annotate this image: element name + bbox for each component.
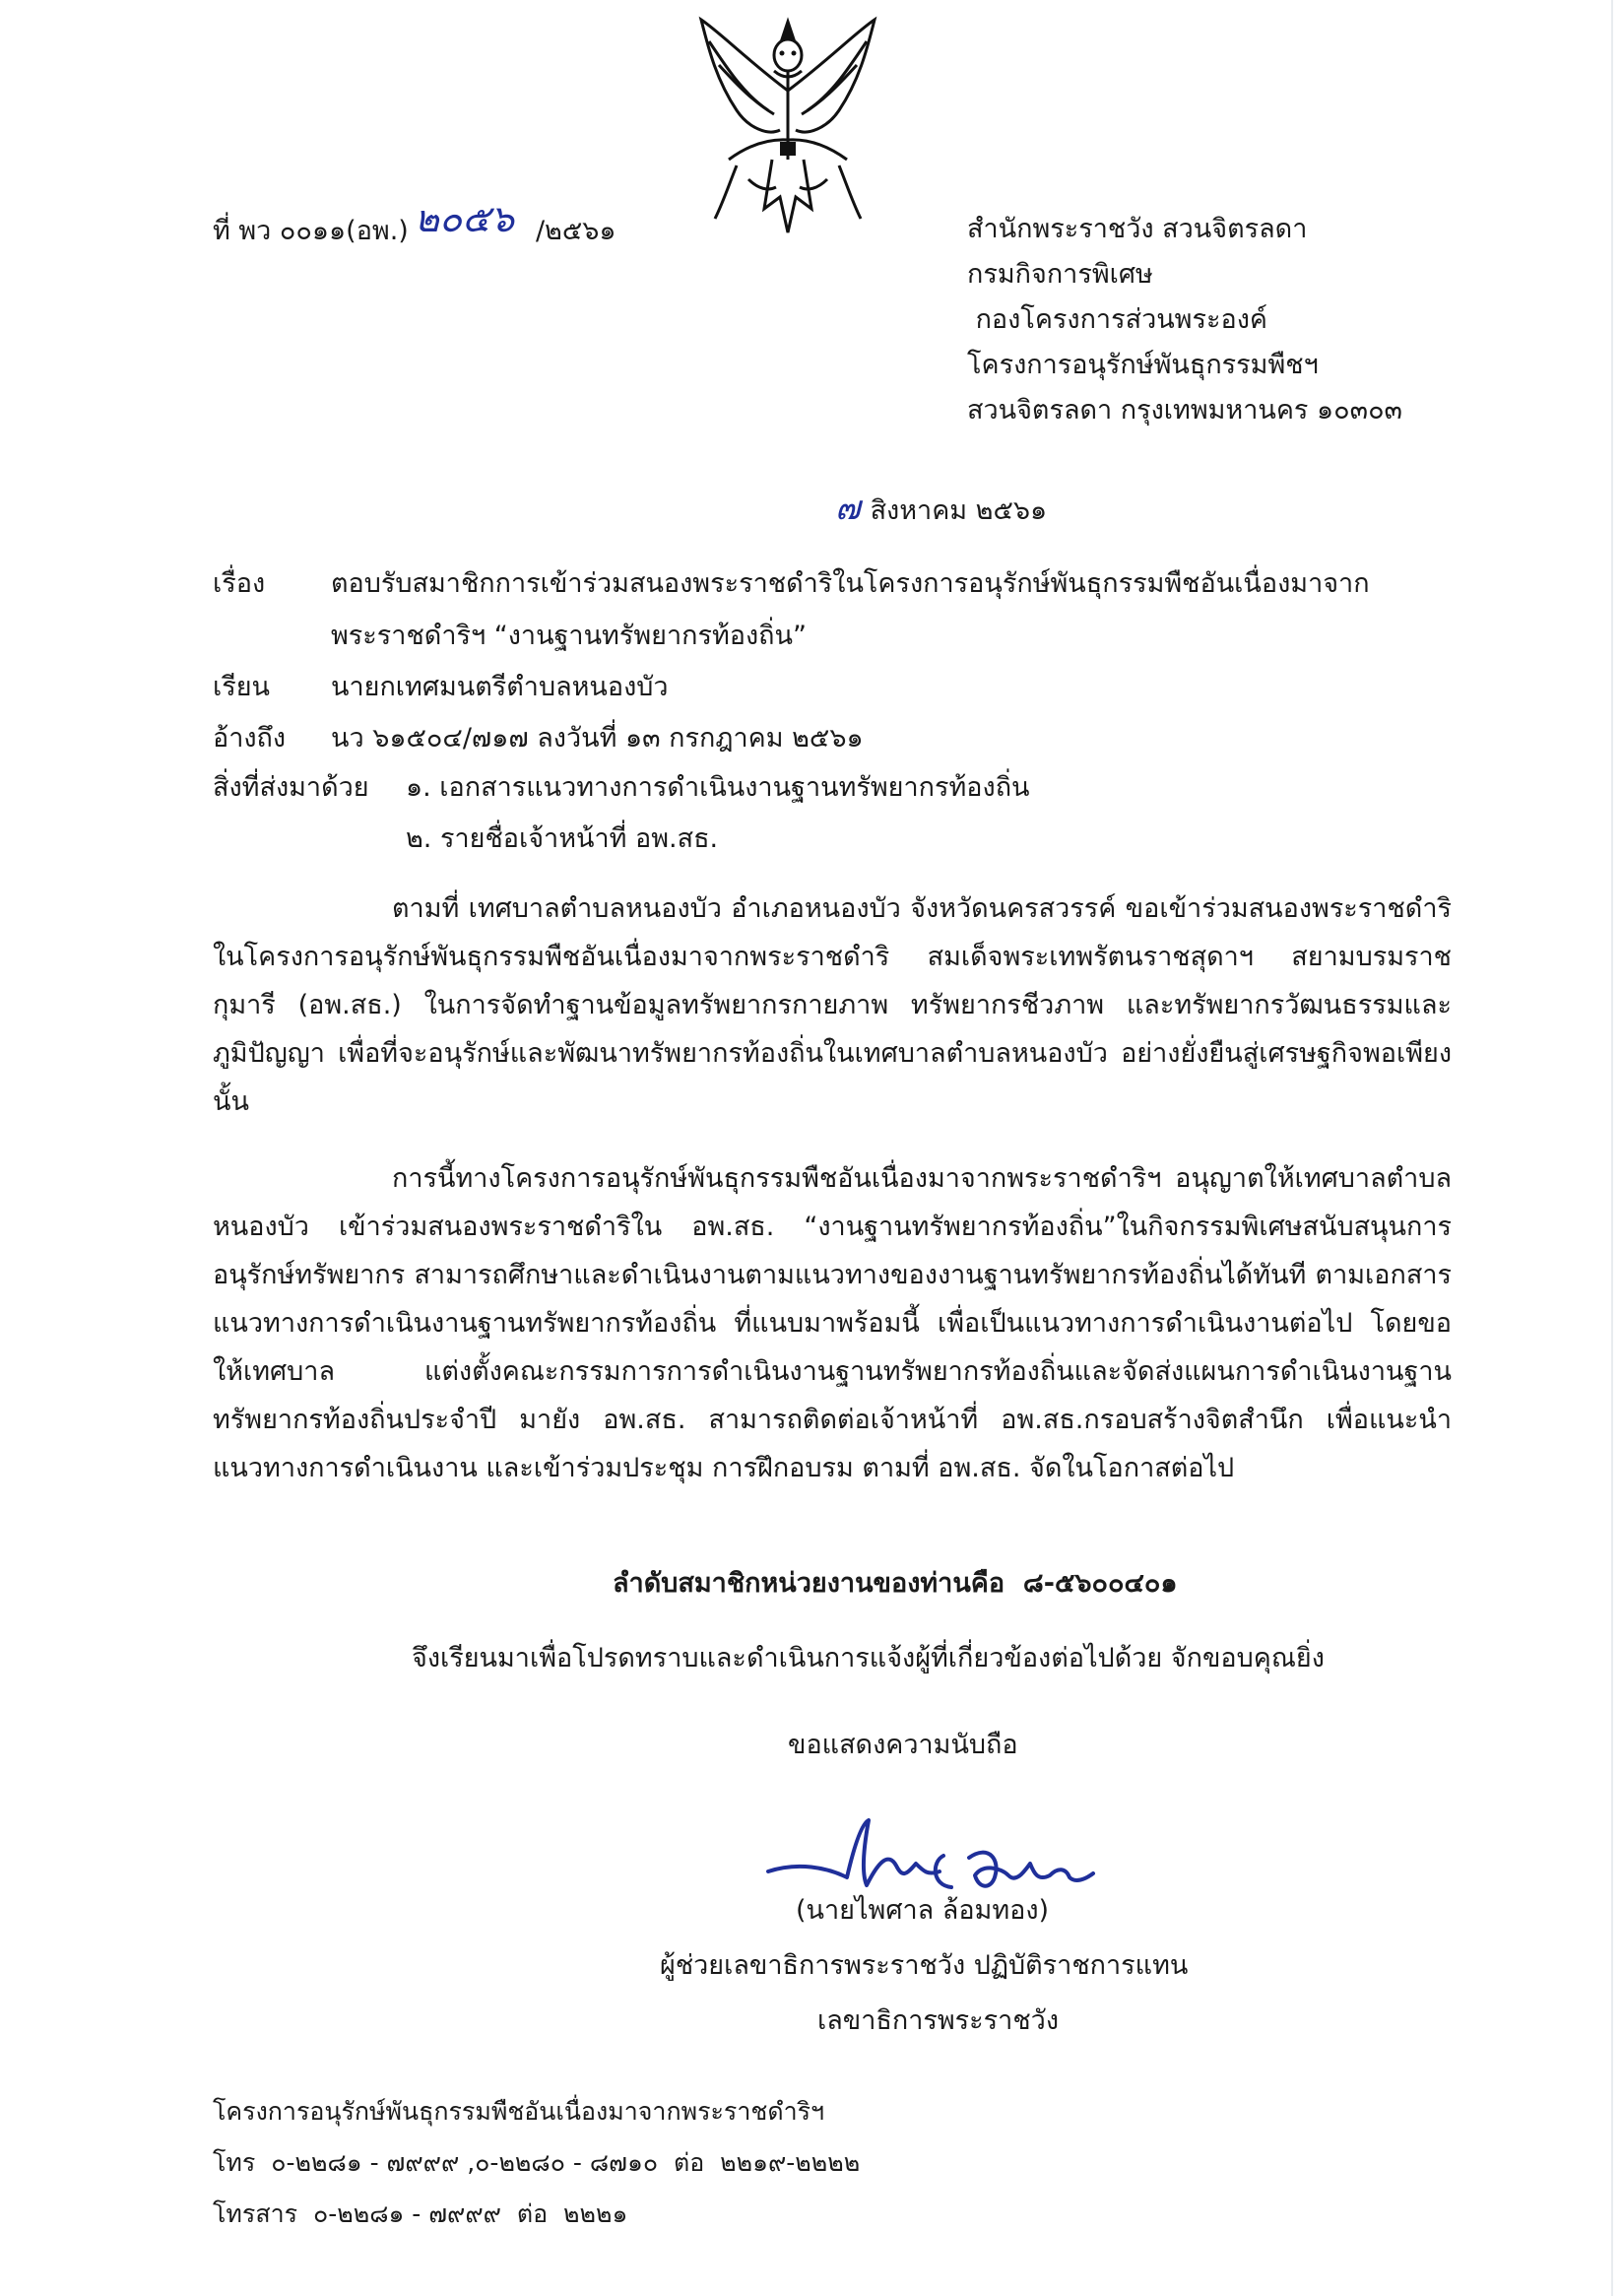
salutation: ขอแสดงความนับถือ [788,1730,1018,1760]
signatory-name: (นายไพศาล ล้อมทอง) [796,1895,1050,1926]
subject-label: เรื่อง [213,568,266,599]
ref-number [213,197,616,251]
member-number-line [613,1564,1178,1604]
office-line: สำนักพระราชวัง สวนจิตรลดา [967,214,1308,244]
closing-request: จึงเรียนมาเพื่อโปรดทราบและดำเนินการแจ้งผู้ที่เกี่ยวข้องต่อไปด้วย จักขอบคุณยิ่ง [412,1643,1325,1673]
footer-fax: โทรสาร ๐-๒๒๘๑ - ๗๙๙๙ ต่อ ๒๒๒๑ [213,2199,628,2228]
office-line: กองโครงการส่วนพระองค์ [967,304,1267,335]
page-edge [1611,0,1613,2296]
subject-line: พระราชดำริฯ “งานฐานทรัพยากรท้องถิ่น” [331,621,807,651]
date-text: สิงหาคม ๒๕๖๑ [870,495,1048,526]
letter-date [835,489,1047,531]
member-number: ๘-๕๖๐๐๔๐๑ [1022,1568,1178,1599]
office-line: สวนจิตรลดา กรุงเทพมหานคร ๑๐๓๐๓ [967,395,1403,426]
office-line: โครงการอนุรักษ์พันธุกรรมพืชฯ [967,350,1319,380]
ref-value: นว ๖๑๕๐๔/๗๑๗ ลงวันที่ ๑๓ กรกฎาคม ๒๕๖๑ [331,723,864,754]
garuda-emblem-icon [689,12,886,240]
enclosure-label: สิ่งที่ส่งมาด้วย [213,772,369,803]
to-label: เรียน [213,672,271,702]
footer-org: โครงการอนุรักษ์พันธุกรรมพืชอันเนื่องมาจากพระราชดำริฯ [213,2097,825,2126]
member-label: ลำดับสมาชิกหน่วยงานของท่านคือ [613,1568,1005,1599]
ref-suffix: /๒๕๖๑ [535,216,616,246]
body-paragraph-2: การนี้ทางโครงการอนุรักษ์พันธุกรรมพืชอันเนื่องมาจากพระราชดำริฯ อนุญาตให้เทศบาลตำบลหนองบัว เข้าร่วมสนองพระราชดำริใน อพ.สธ. “งานฐานทรัพยากรท้องถิ่น”ในกิจกรรมพิเศษสนับสนุนการอนุรักษ์ทรัพยากร สามารถศึกษาและดำเนินงานตามแนวทางของงานฐานทรัพยากรท้องถิ่นได้ทันที ตามเอกสารแนวทางการดำเนินงานฐานทรัพยากรท้องถิ่น ที่แนบมาพร้อมนี้ เพื่อเป็นแนวทางการดำเนินงานต่อไป โดยขอให้เทศบาล แต่งตั้งคณะกรรมการการดำเนินงานฐานทรัพยากรท้องถิ่นและจัดส่งแผนการดำเนินงานฐานทรัพยากรท้องถิ่นประจำปี มายัง อพ.สธ. สามารถติดต่อเจ้าหน้าที่ อพ.สธ.กรอบสร้างจิตสำนึก เพื่อแนะนำแนวทางการดำเนินงาน และเข้าร่วมประชุม การฝึกอบรม ตามที่ อพ.สธ. จัดในโอกาสต่อไป [213,1163,1452,1483]
signatory-position: เลขาธิการพระราชวัง [817,2005,1060,2036]
enclosure-item: ๒. รายชื่อเจ้าหน้าที่ อพ.สธ. [406,823,719,854]
enclosure-item: ๑. เอกสารแนวทางการดำเนินงานฐานทรัพยากรท้องถิ่น [406,772,1030,803]
ref-handwritten: ๒๐๕๖ [414,197,514,240]
to-value: นายกเทศมนตรีตำบลหนองบัว [331,672,669,702]
ref-prefix: ที่ พว ๐๐๑๑(อพ.) [213,216,409,246]
office-line: กรมกิจการพิเศษ [967,259,1153,290]
subject-line: ตอบรับสมาชิกการเข้าร่วมสนองพระราชดำริในโครงการอนุรักษ์พันธุกรรมพืชอันเนื่องมาจาก [331,568,1370,599]
signatory-position: ผู้ช่วยเลขาธิการพระราชวัง ปฏิบัติราชการแทน [660,1950,1189,1981]
date-handwritten: ๗ [835,489,861,528]
footer-tel: โทร ๐-๒๒๘๑ - ๗๙๙๙ ,๐-๒๒๘๐ - ๘๗๑๐ ต่อ ๒๒๑๙-๒๒๒๒ [213,2148,861,2177]
office-address [967,207,1402,433]
body-paragraph-1: ตามที่ เทศบาลตำบลหนองบัว อำเภอหนองบัว จังหวัดนครสวรรค์ ขอเข้าร่วมสนองพระราชดำริในโครงการอนุรักษ์พันธุกรรมพืชอันเนื่องมาจากพระราชดำริ สมเด็จพระเทพรัตนราชสุดาฯ สยามบรมราชกุมารี (อพ.สธ.) ในการจัดทำฐานข้อมูลทรัพยากรกายภาพ ทรัพยากรชีวภาพ และทรัพยากรวัฒนธรรมและภูมิปัญญา เพื่อที่จะอนุรักษ์และพัฒนาทรัพยากรท้องถิ่นในเทศบาลตำบลหนองบัว อย่างยั่งยืนสู่เศรษฐกิจพอเพียง นั้น [213,893,1452,1117]
ref-label: อ้างถึง [213,723,287,754]
